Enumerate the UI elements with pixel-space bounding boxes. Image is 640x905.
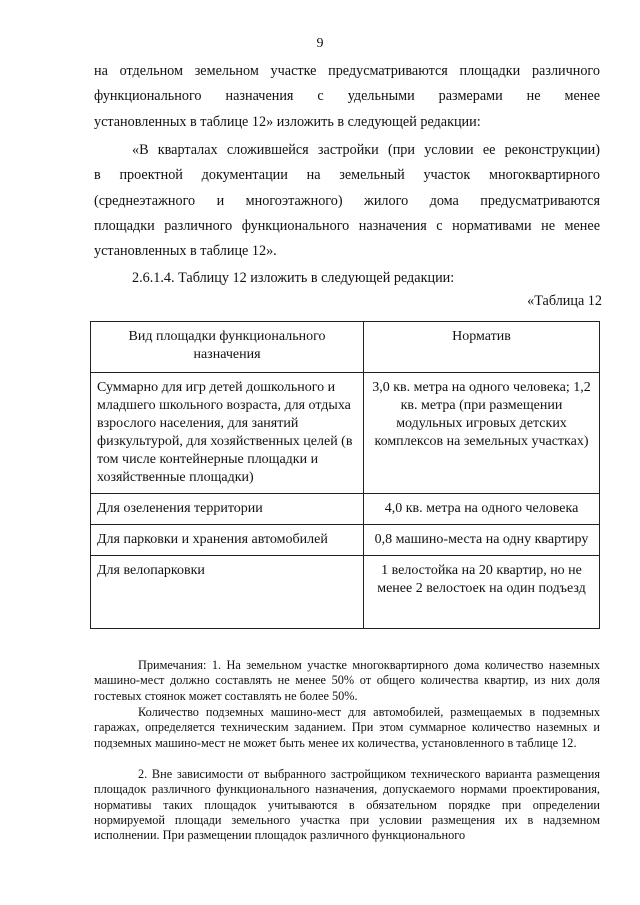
cell-norm: 4,0 кв. метра на одного человека <box>364 494 600 525</box>
cell-norm: 3,0 кв. метра на одного человека; 1,2 кв. метра (при размещении модульных игровых детских комплексов на земельных участках) <box>364 373 600 494</box>
text-line: площадки различного функционального назначения с нормативами не менее <box>94 217 600 234</box>
header-platform-type: Вид площадки функционального назначения <box>91 322 364 373</box>
cell-platform-type: Для озеленения территории <box>91 494 364 525</box>
paragraph-intro <box>94 59 600 135</box>
cell-platform-type: Для парковки и хранения автомобилей <box>91 525 364 556</box>
table-row <box>91 556 600 629</box>
note-1: Примечания: 1. На земельном участке многоквартирного дома количество наземных машино-мест должно составлять не менее 50% от общего количества квартир, из них доля гостевых стоянок может составлять не более 50%. <box>94 658 600 703</box>
cell-norm: 1 велостойка на 20 квартир, но не менее 2 велостоек на один подъезд <box>364 556 600 629</box>
text-line: (среднеэтажного и многоэтажного) жилого дома предусматриваются <box>94 192 600 209</box>
page-number: 9 <box>316 36 324 51</box>
table-header-row <box>91 322 600 373</box>
text-line: функционального назначения с удельными размерами не менее <box>94 88 600 105</box>
note-1-continued: Количество подземных машино-мест для автомобилей, размещаемых в подземных гаражах, определяется техническим заданием. При этом суммарное количество наземных и подземных машино-мест не может быть менее их количества, установленного в таблице 12. <box>94 705 600 750</box>
cell-norm: 0,8 машино-места на одну квартиру <box>364 525 600 556</box>
note-2: 2. Вне зависимости от выбранного застройщиком технического варианта размещения площадок различного функционального назначения, допускаемого нормами проектирования, нормативы таких площадок учитываются в обязательном порядке при определении нормируемой площади земельного участка при условии размещения их в надземном исполнении. При размещении площадок различного функционального <box>94 767 600 843</box>
cell-platform-type: Для велопарковки <box>91 556 364 629</box>
cell-platform-type: Суммарно для игр детей дошкольного и младшего школьного возраста, для отдыха взрослого населения, для занятий физкультурой, для хозяйственных целей (в том числе контейнерные площадки и хозяйственные площадки) <box>91 373 364 494</box>
table-row <box>91 494 600 525</box>
text-line: на отдельном земельном участке предусматриваются площадки различного <box>94 63 600 79</box>
text-line: установленных в таблице 12» изложить в следующей редакции: <box>94 113 481 130</box>
norms-table <box>90 321 600 629</box>
text-line: в проектной документации на земельный участок многоквартирного <box>94 167 600 184</box>
text-line: «В кварталах сложившейся застройки (при условии ее реконструкции) <box>132 142 600 158</box>
paragraph-quote <box>94 138 600 264</box>
table-caption: «Таблица 12 <box>527 293 602 309</box>
table-row <box>91 525 600 556</box>
header-norm: Норматив <box>364 322 600 373</box>
text-line: установленных в таблице 12». <box>94 243 277 260</box>
paragraph-section-2-6-1-4: 2.6.1.4. Таблицу 12 изложить в следующей редакции: <box>132 270 455 286</box>
table-row <box>91 373 600 494</box>
